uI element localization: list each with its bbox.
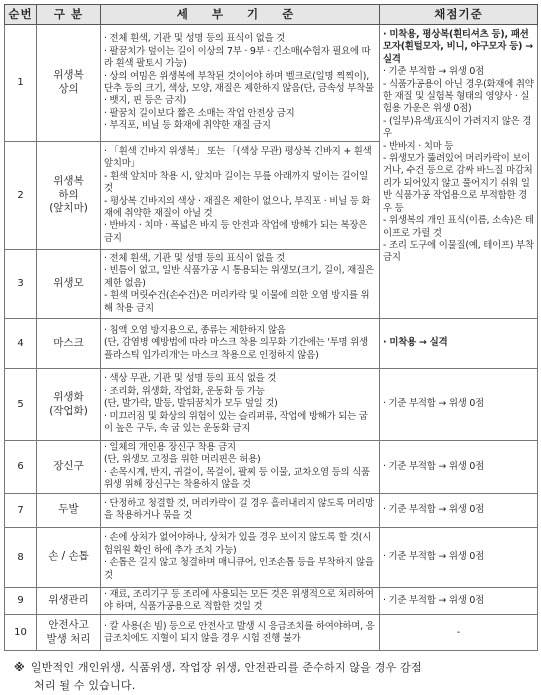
row-number: 6 xyxy=(5,441,37,494)
row-number: 8 xyxy=(5,527,37,587)
criteria-line: · 기준 부적합 → 위생 0점 xyxy=(383,66,484,78)
table-row xyxy=(5,319,538,369)
standard-line: - 흰색 머릿수건(손수건)은 머리카락 및 이물에 의한 오염 방지를 위해 착용 금지 xyxy=(104,290,370,314)
standard-line: · 재료, 조리기구 등 조리에 사용되는 모든 것은 위생적으로 처리하여야 하며, 식품가공용으로 적합한 것일 것 xyxy=(104,588,374,613)
row-standard xyxy=(101,527,380,587)
row-category: 위생복 상의 xyxy=(37,25,101,142)
row-number: 4 xyxy=(5,319,37,369)
standard-line: (단, 위생모 고정을 위한 머리핀은 허용) xyxy=(104,454,261,466)
row-standard xyxy=(101,441,380,494)
row-category: 위생모 xyxy=(37,250,101,319)
row-number: 3 xyxy=(5,250,37,319)
footnote-line-2: 처리 될 수 있습니다. xyxy=(34,679,136,693)
row-category: 손 / 손톱 xyxy=(37,527,101,587)
hygiene-standards xyxy=(4,4,537,695)
row-number: 1 xyxy=(5,25,37,142)
standard-line: · 미끄러짐 및 화상의 위험이 있는 슬리퍼류, 작업에 방해가 되는 굽이 높은 구두, 속 굽 있는 운동화 금지 xyxy=(104,410,368,435)
header-no: 순번 xyxy=(5,5,37,25)
standard-line: · 단정하고 청결할 것, 머리카락이 길 경우 흘러내리지 않도록 머리망을 착용하거나 묶을 것 xyxy=(104,497,374,522)
standard-line: · 손목시계, 반지, 귀걸이, 목걸이, 팔찌 등 이물, 교차오염 등의 식품위생 위해 장신구는 착용하지 않을 것 xyxy=(104,466,370,491)
table-row xyxy=(5,25,538,142)
row-standard xyxy=(101,25,380,142)
criteria-mask: · 미착용 → 실격 xyxy=(380,319,538,369)
criteria-standard: · 기준 부적합 → 위생 0점 xyxy=(380,441,538,494)
standard-line: · 조리화, 위생화, 작업화, 운동화 등 가능 xyxy=(104,385,265,397)
table-row xyxy=(5,441,538,494)
criteria-standard: · 기준 부적합 → 위생 0점 xyxy=(380,527,538,587)
table-row xyxy=(5,493,538,527)
row-standard xyxy=(101,615,380,651)
header-category: 구 분 xyxy=(37,5,101,25)
footnote-mark: ※ xyxy=(14,661,25,675)
standard-line: · 전체 흰색, 기관 및 성명 등의 표식이 없을 것 xyxy=(104,252,286,264)
row-standard xyxy=(101,587,380,615)
standard-line: · 빈틈이 없고, 일반 식품가공 시 통용되는 위생모(크기, 길이, 재질은 제한 없음) xyxy=(104,265,374,289)
standard-line: - 평상복 긴바지의 색상 · 재질은 제한이 없으나, 부직포 · 비닐 등 화재에 취약한 재질이 아닐 것 xyxy=(104,195,371,219)
criteria-line: - 식품가공용이 아닌 경우(화재에 취약한 재질 및 실험복 형태의 영양사 · 실험용 가운은 위생 0점) xyxy=(383,78,534,115)
row-category: 위생복 하의 (앞치마) xyxy=(37,142,101,250)
row-standard xyxy=(101,250,380,319)
row-standard xyxy=(101,369,380,441)
row-number: 9 xyxy=(5,587,37,615)
table-body xyxy=(5,25,538,651)
table-row xyxy=(5,587,538,615)
criteria-line: - 반바지 · 치마 등 xyxy=(383,140,454,152)
standard-line: · 부직포, 비닐 등 화재에 취약한 재질 금지 xyxy=(104,120,271,132)
footnote-line-1: 일반적인 개인위생, 식품위생, 작업장 위생, 안전관리를 준수하지 않을 경우 감점 xyxy=(30,661,422,675)
row-category: 두발 xyxy=(37,493,101,527)
criteria-line: - 위생모가 뚫려있어 머리카락이 보이거나, 수건 등으로 감싸 바느질 마감처리가 되어있지 않고 풀어지기 쉬워 일반 식품가공 작업용으로 부적합한 경우 등 xyxy=(383,153,533,214)
standard-line: - 흰색 앞치마 착용 시, 앞치마 길이는 무릎 아래까지 덮이는 길이일 것 xyxy=(104,170,369,195)
criteria-line: · 미착용, 평상복(흰티셔츠 등), 패션모자(흰털모자, 비니, 야구모자 등) → 실격 xyxy=(383,29,533,65)
footnote xyxy=(4,659,537,694)
criteria-none: - xyxy=(380,615,538,651)
row-standard xyxy=(101,319,380,369)
criteria-standard: · 기준 부적합 → 위생 0점 xyxy=(380,587,538,615)
row-standard xyxy=(101,493,380,527)
criteria-line: - 조리 도구에 이물질(예, 테이프) 부착 금지 xyxy=(383,239,534,264)
standard-line: (단, 감염병 예방법에 따라 마스크 착용 의무화 기간에는 '투명 위생 플라스틱 입가리개'는 마스크 착용으로 인정하지 않음) xyxy=(104,337,368,361)
criteria-standard: · 기준 부적합 → 위생 0점 xyxy=(380,369,538,441)
row-category: 안전사고 발생 처리 xyxy=(37,615,101,651)
row-number: 5 xyxy=(5,369,37,441)
row-category: 위생화 (작업화) xyxy=(37,369,101,441)
row-number: 10 xyxy=(5,615,37,651)
header-standard: 세 부 기 준 xyxy=(101,5,380,25)
table-row xyxy=(5,369,538,441)
standard-line: · 팔꿈치 길이보다 짧은 소매는 작업 안전상 금지 xyxy=(104,107,295,119)
standard-line: · 일체의 개인용 장신구 착용 금지 xyxy=(104,442,236,453)
standard-line: · 상의 여밈은 위생복에 부착된 것이어야 하며 벨크로(일명 찍찍이), 단추 등의 크기, 색상, 모양, 재질은 제한하지 않음(단, 금속성 부착물 · 뱃지, 핀 등은 금지) xyxy=(104,70,374,107)
standard-line: (단, 발가락, 발등, 발뒤꿈치가 모두 덮일 것) xyxy=(104,398,278,410)
row-standard xyxy=(101,142,380,250)
row-number: 2 xyxy=(5,142,37,250)
standards-table xyxy=(4,4,538,651)
standard-line: · 반바지 · 치마 · 폭넓은 바지 등 안전과 작업에 방해가 되는 복장은 금지 xyxy=(104,220,368,244)
header-criteria: 채점기준 xyxy=(380,5,538,25)
standard-line: · 팔꿈치가 덮이는 길이 이상의 7부 · 9부 · 긴소매(수험자 필요에 따라 흰색 팔토시 가능) xyxy=(104,45,371,70)
row-number: 7 xyxy=(5,493,37,527)
standard-line: · 칼 사용(손 빔) 등으로 안전사고 발생 시 응급조치를 하여야하며, 응급조치에도 지혈이 되지 않을 경우 시험 진행 불가 xyxy=(104,620,375,644)
criteria-standard: · 기준 부적합 → 위생 0점 xyxy=(380,493,538,527)
row-category: 위생관리 xyxy=(37,587,101,615)
standard-line: · 손톱은 길지 않고 청결하며 매니큐어, 인조손톱 등을 부착하지 않을 것 xyxy=(104,557,374,581)
row-category: 장신구 xyxy=(37,441,101,494)
standard-line: · 침액 오염 방지용으로, 종류는 제한하지 않음 xyxy=(104,324,286,336)
table-header-row xyxy=(5,5,538,25)
criteria-general xyxy=(380,25,538,319)
standard-line: · 손에 상처가 없어야하나, 상처가 있을 경우 보이지 않도록 할 것(시험위원 확인 하에 추가 조치 가능) xyxy=(104,532,372,556)
table-row xyxy=(5,615,538,651)
standard-line: · 전체 흰색, 기관 및 성명 등의 표식이 없을 것 xyxy=(104,33,286,45)
criteria-line: - (일부)유색/표식이 가려지지 않은 경우 xyxy=(383,115,532,140)
row-category: 마스크 xyxy=(37,319,101,369)
criteria-line: - 위생복의 개인 표식(이름, 소속)은 테이프로 가릴 것 xyxy=(383,215,534,239)
standard-line: · 색상 무관, 기관 및 성명 등의 표식 없을 것 xyxy=(104,373,277,385)
standard-line: · 「흰색 긴바지 위생복」 또는 「(색상 무관) 평상복 긴바지 + 흰색 앞치마」 xyxy=(104,145,372,170)
table-row xyxy=(5,527,538,587)
